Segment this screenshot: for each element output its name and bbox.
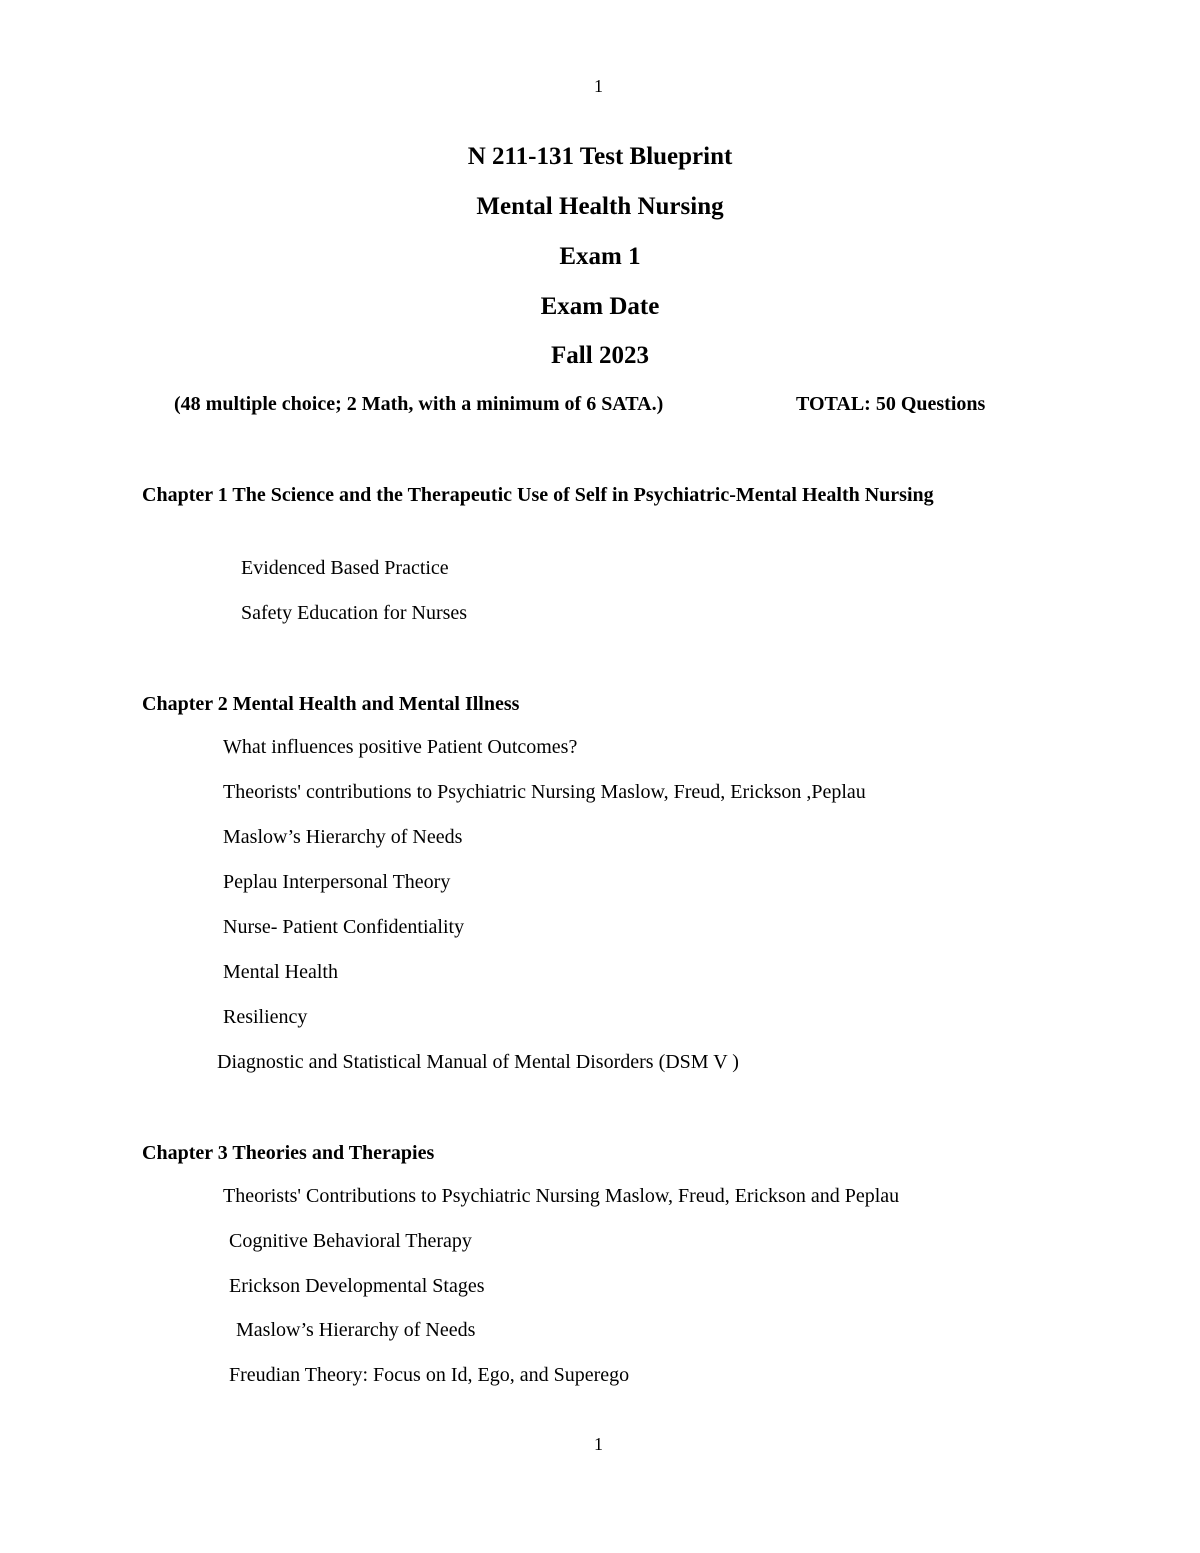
- chapter-2-topic: Resiliency: [223, 1006, 308, 1028]
- chapter-1-topic: Evidenced Based Practice: [241, 557, 449, 579]
- header-page-number: 1: [594, 76, 603, 96]
- exam-date-label: Exam Date: [540, 293, 660, 320]
- chapter-2-topic: What influences positive Patient Outcomes?: [223, 736, 578, 758]
- chapter-3-topic: Freudian Theory: Focus on Id, Ego, and Superego: [229, 1364, 630, 1386]
- exam-number: Exam 1: [559, 243, 641, 270]
- chapter-3-heading: Chapter 3 Theories and Therapies: [142, 1142, 435, 1164]
- chapter-3-topic: Cognitive Behavioral Therapy: [229, 1230, 472, 1252]
- chapter-2-topic: Diagnostic and Statistical Manual of Mental Disorders (DSM V ): [217, 1051, 739, 1073]
- document-title: N 211-131 Test Blueprint: [467, 143, 733, 170]
- footer-page-number: 1: [594, 1434, 603, 1454]
- chapter-1-heading: Chapter 1 The Science and the Therapeutic Use of Self in Psychiatric-Mental Health Nursing: [142, 484, 934, 506]
- question-total: TOTAL: 50 Questions: [796, 393, 986, 415]
- course-name: Mental Health Nursing: [476, 193, 724, 220]
- chapter-3-topic: Theorists' Contributions to Psychiatric Nursing Maslow, Freud, Erickson and Peplau: [223, 1185, 900, 1207]
- chapter-2-heading: Chapter 2 Mental Health and Mental Illness: [142, 693, 520, 715]
- chapter-2-topic: Theorists' contributions to Psychiatric Nursing Maslow, Freud, Erickson ,Peplau: [223, 781, 866, 803]
- chapter-1-topic: Safety Education for Nurses: [241, 602, 468, 624]
- chapter-2-topic: Mental Health: [223, 961, 338, 983]
- term: Fall 2023: [551, 342, 649, 369]
- chapter-2-topic: Peplau Interpersonal Theory: [223, 871, 451, 893]
- chapter-2-topic: Nurse- Patient Confidentiality: [223, 916, 465, 938]
- chapter-3-topic: Maslow’s Hierarchy of Needs: [236, 1319, 476, 1341]
- chapter-2-topic: Maslow’s Hierarchy of Needs: [223, 826, 463, 848]
- chapter-3-topic: Erickson Developmental Stages: [229, 1275, 485, 1297]
- question-breakdown: (48 multiple choice; 2 Math, with a minimum of 6 SATA.): [174, 393, 664, 415]
